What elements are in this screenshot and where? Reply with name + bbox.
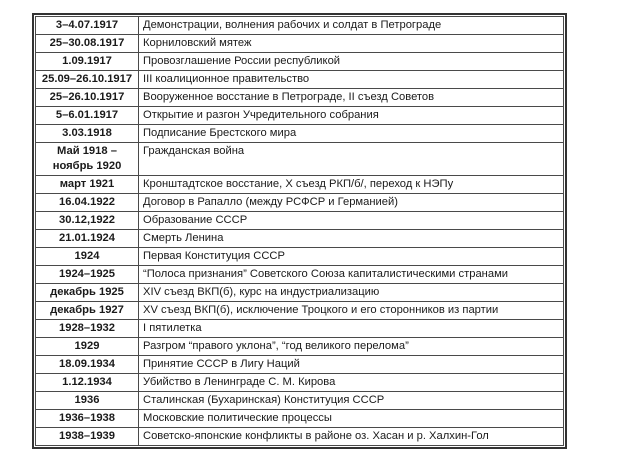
date-cell: 21.01.1924 [36, 230, 139, 248]
event-cell: Открытие и разгон Учредительного собрания [139, 107, 564, 125]
date-cell: 1929 [36, 338, 139, 356]
date-cell: 18.09.1934 [36, 356, 139, 374]
event-cell: Кронштадтское восстание, X съезд РКП/б/, переход к НЭПу [139, 176, 564, 194]
event-cell: Вооруженное восстание в Петрограде, II съезд Советов [139, 89, 564, 107]
event-cell: Провозглашение России республикой [139, 53, 564, 71]
date-cell: 3.03.1918 [36, 125, 139, 143]
table-row [36, 248, 564, 266]
date-cell: 5–6.01.1917 [36, 107, 139, 125]
table-row [36, 35, 564, 53]
table-row [36, 374, 564, 392]
event-cell: Гражданская война [139, 143, 564, 176]
date-cell: декабрь 1927 [36, 302, 139, 320]
table-row [36, 194, 564, 212]
date-cell: 16.04.1922 [36, 194, 139, 212]
event-cell: Демонстрации, волнения рабочих и солдат в Петрограде [139, 17, 564, 35]
event-cell: Московские политические процессы [139, 410, 564, 428]
event-cell: Договор в Рапалло (между РСФСР и Германией) [139, 194, 564, 212]
date-cell: 1924 [36, 248, 139, 266]
date-cell: 25.09–26.10.1917 [36, 71, 139, 89]
event-cell: Корниловский мятеж [139, 35, 564, 53]
table-row [36, 212, 564, 230]
event-cell: Принятие СССР в Лигу Наций [139, 356, 564, 374]
event-cell: Сталинская (Бухаринская) Конституция СССР [139, 392, 564, 410]
date-cell: 1.12.1934 [36, 374, 139, 392]
table-row [36, 266, 564, 284]
table-row [36, 143, 564, 176]
table-row [36, 176, 564, 194]
table-row [36, 107, 564, 125]
chronology-table [35, 16, 564, 446]
table-row [36, 320, 564, 338]
table-row [36, 356, 564, 374]
date-cell: 1938–1939 [36, 428, 139, 446]
event-cell: Смерть Ленина [139, 230, 564, 248]
date-cell: 1.09.1917 [36, 53, 139, 71]
date-cell: 30.12,1922 [36, 212, 139, 230]
event-cell: I пятилетка [139, 320, 564, 338]
event-cell: Советско-японские конфликты в районе оз. Хасан и р. Халхин-Гол [139, 428, 564, 446]
event-cell: Первая Конституция СССР [139, 248, 564, 266]
table-row [36, 89, 564, 107]
table-row [36, 284, 564, 302]
event-cell: XIV съезд ВКП(б), курс на индустриализацию [139, 284, 564, 302]
table-row [36, 410, 564, 428]
table-row [36, 125, 564, 143]
table-row [36, 392, 564, 410]
event-cell: Убийство в Ленинграде С. М. Кирова [139, 374, 564, 392]
date-cell: 1924–1925 [36, 266, 139, 284]
date-cell: 1928–1932 [36, 320, 139, 338]
date-cell: декабрь 1925 [36, 284, 139, 302]
event-cell: III коалиционное правительство [139, 71, 564, 89]
event-cell: Подписание Брестского мира [139, 125, 564, 143]
event-cell: XV съезд ВКП(б), исключение Троцкого и его сторонников из партии [139, 302, 564, 320]
event-cell: Разгром “правого уклона”, “год великого перелома” [139, 338, 564, 356]
event-cell: “Полоса признания” Советского Союза капиталистическими странами [139, 266, 564, 284]
table-row [36, 428, 564, 446]
date-cell: Май 1918 – ноябрь 1920 [36, 143, 139, 176]
date-cell: 1936 [36, 392, 139, 410]
chronology-table-frame [32, 13, 567, 449]
table-row [36, 53, 564, 71]
table-row [36, 71, 564, 89]
date-cell: март 1921 [36, 176, 139, 194]
table-row [36, 302, 564, 320]
table-row [36, 230, 564, 248]
event-cell: Образование СССР [139, 212, 564, 230]
date-cell: 1936–1938 [36, 410, 139, 428]
date-cell: 25–30.08.1917 [36, 35, 139, 53]
table-row [36, 17, 564, 35]
date-cell: 3–4.07.1917 [36, 17, 139, 35]
table-row [36, 338, 564, 356]
date-cell: 25–26.10.1917 [36, 89, 139, 107]
